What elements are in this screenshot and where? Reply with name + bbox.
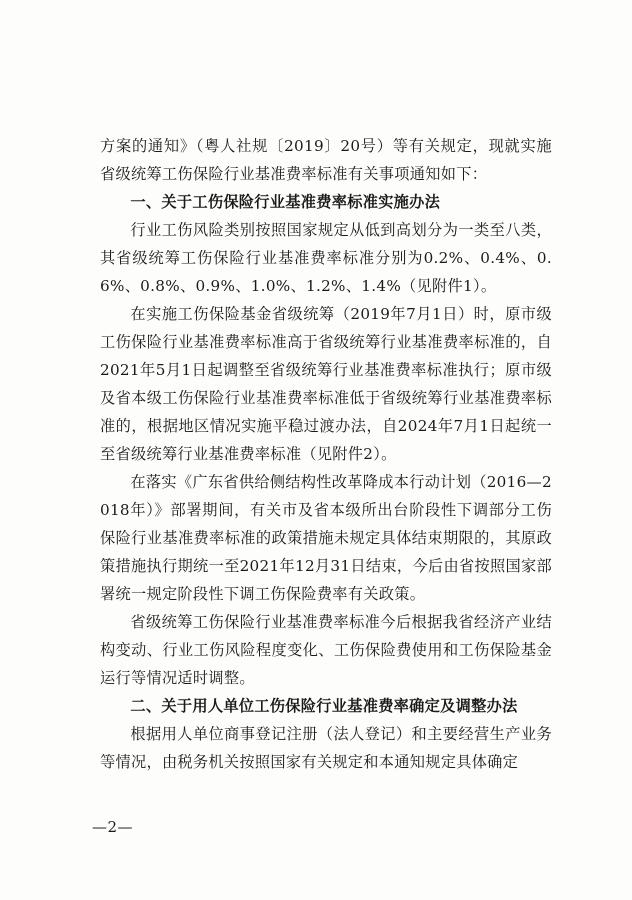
section-heading-2: 二、关于用人单位工伤保险行业基准费率确定及调整办法 [130, 697, 518, 715]
section-heading-1: 一、关于工伤保险行业基准费率标准实施办法 [130, 193, 441, 211]
document-body [100, 132, 552, 776]
paragraph-risk-categories: 行业工伤风险类别按照国家规定从低到高划分为一类至八类，其省级统筹工伤保险行业基准费率标准分别为0.2%、0.4%、0.6%、0.8%、0.9%、1.0%、1.2%、1.4%（见附件1）。 [100, 221, 552, 295]
paragraph-adjustment: 省级统筹工伤保险行业基准费率标准今后根据我省经济产业结构变动、行业工伤风险程度变化、工伤保险费使用和工伤保险基金运行等情况适时调整。 [100, 613, 552, 687]
paragraph-transition: 在实施工伤保险基金省级统筹（2019年7月1日）时，原市级工伤保险行业基准费率标准高于省级统筹行业基准费率标准的，自2021年5月1日起调整至省级统筹行业基准费率标准执行；原市级及省本级工伤保险行业基准费率标准低于省级统筹行业基准费率标准的，根据地区情况实施平稳过渡办法，自2024年7月1日起统一至省级统筹行业基准费率标准（见附件2）。 [100, 305, 552, 463]
page-number: —2— [92, 818, 134, 836]
paragraph-policy-end: 在落实《广东省供给侧结构性改革降成本行动计划（2016—2018年）》部署期间，有关市及省本级所出台阶段性下调部分工伤保险行业基准费率标准的政策措施未规定具体结束期限的，其原政策措施执行期统一至2021年12月31日结束，今后由省按照国家部署统一规定阶段性下调工伤保险费率有关政策。 [100, 473, 552, 603]
paragraph-intro: 方案的通知》（粤人社规〔2019〕20号）等有关规定，现就实施省级统筹工伤保险行业基准费率标准有关事项通知如下： [100, 137, 552, 183]
paragraph-employer-rate: 根据用人单位商事登记注册（法人登记）和主要经营生产业务等情况，由税务机关按照国家有关规定和本通知规定具体确定 [100, 725, 552, 771]
